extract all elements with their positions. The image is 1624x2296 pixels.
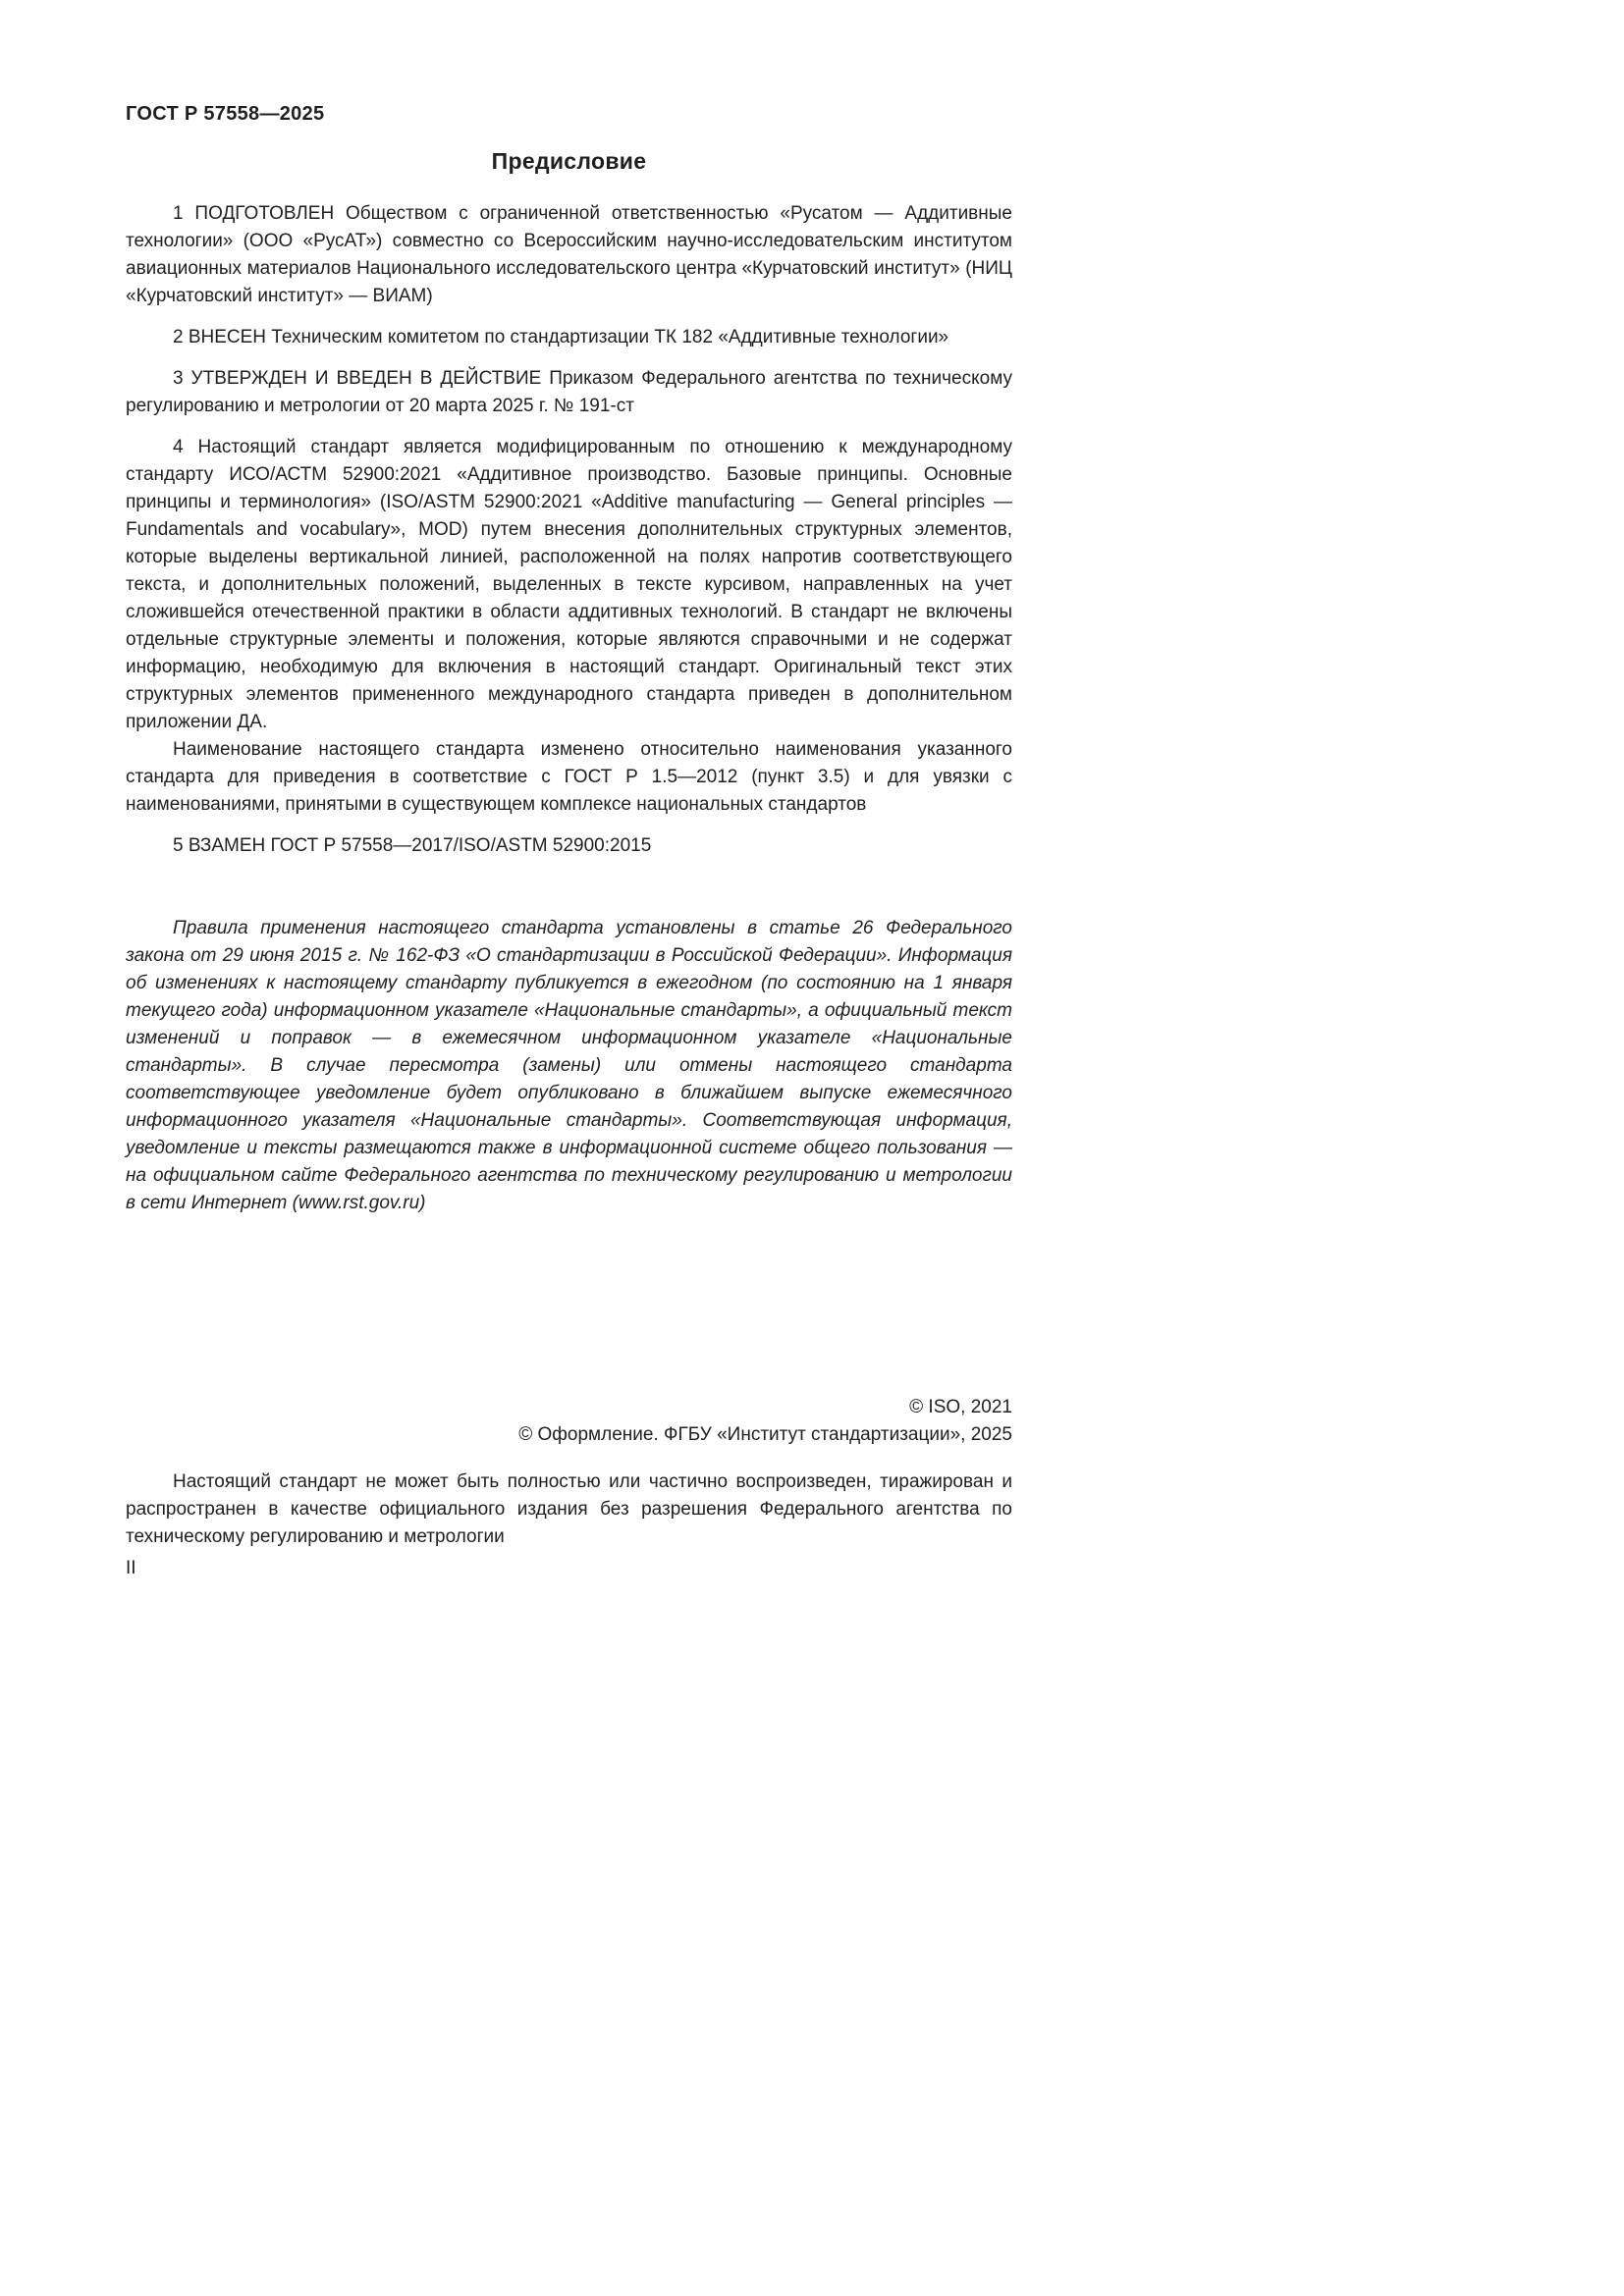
foreword-paragraph-naming-note: Наименование настоящего стандарта изменено относительно наименования указанного стандарта для приведения в соответствие с ГОСТ Р 1.5—2012 (пункт 3.5) и для увязки с наименованиями, принятыми в существующем комплексе национальных стандартов xyxy=(126,739,1012,815)
foreword-paragraph-submitted: 2 ВНЕСЕН Техническим комитетом по стандартизации ТК 182 «Аддитивные технологии» xyxy=(173,327,949,347)
copyright-publisher: © Оформление. ФГБУ «Институт стандартизации», 2025 xyxy=(518,1424,1012,1445)
reproduction-notice: Настоящий стандарт не может быть полностью или частично воспроизведен, тиражирован и распространен в качестве официального издания без разрешения Федерального агентства по техническому регулированию и метрологии xyxy=(126,1471,1012,1547)
document-page xyxy=(126,102,1012,1582)
document-designation: ГОСТ Р 57558—2025 xyxy=(126,103,325,125)
copyright-block xyxy=(126,1394,1012,1449)
page-title: Предисловие xyxy=(491,148,647,174)
legal-application-note: Правила применения настоящего стандарта установлены в статье 26 Федерального закона от 29 июня 2015 г. № 162-ФЗ «О стандартизации в Российской Федерации». Информация об изменениях к настоящему стандарту публикуется в ежегодном (по состоянию на 1 января текущего года) информационном указателе «Национальные стандарты», а официальный текст изменений и поправок — в ежемесячном информационном указателе «Национальные стандарты». В случае пересмотра (замены) или отмены настоящего стандарта соответствующее уведомление будет опубликовано в ближайшем выпуске ежемесячного информационного указателя «Национальные стандарты». Соответствующая информация, уведомление и тексты размещаются также в информационной системе общего пользования — на официальном сайте Федерального агентства по техническому регулированию и метрологии в сети Интернет (www.rst.gov.ru) xyxy=(126,918,1012,1213)
foreword-paragraph-modified-standard: 4 Настоящий стандарт является модифицированным по отношению к международному стандарту ИСО/АСТМ 52900:2021 «Аддитивное производство. Базовые принципы. Основные принципы и терминология» (ISO/ASTM 52900:2021 «Additive manufacturing — General principles — Fundamentals and vocabulary», MOD) путем внесения дополнительных структурных элементов, которые выделены вертикальной линией, расположенной на полях напротив соответствующего текста, и дополнительных положений, выделенных в тексте курсивом, направленных на учет сложившейся отечественной практики в области аддитивных технологий. В стандарт не включены отдельные структурные элементы и положения, которые являются справочными и не содержат информацию, необходимую для включения в настоящий стандарт. Оригинальный текст этих структурных элементов примененного международного стандарта приведен в дополнительном приложении ДА. xyxy=(126,437,1012,732)
page-number: II xyxy=(126,1558,136,1578)
foreword-paragraph-approved: 3 УТВЕРЖДЕН И ВВЕДЕН В ДЕЙСТВИЕ Приказом Федерального агентства по техническому регулированию и метрологии от 20 марта 2025 г. № 191-ст xyxy=(126,368,1012,416)
copyright-iso: © ISO, 2021 xyxy=(909,1397,1012,1417)
foreword-paragraph-replaces: 5 ВЗАМЕН ГОСТ Р 57558—2017/ISO/ASTM 52900:2015 xyxy=(173,835,652,856)
foreword-paragraph-prepared: 1 ПОДГОТОВЛЕН Обществом с ограниченной ответственностью «Русатом — Аддитивные технологии» (ООО «РусАТ») совместно со Всероссийским научно-исследовательским институтом авиационных материалов Национального исследовательского центра «Курчатовский институт» (НИЦ «Курчатовский институт» — ВИАМ) xyxy=(126,203,1012,306)
